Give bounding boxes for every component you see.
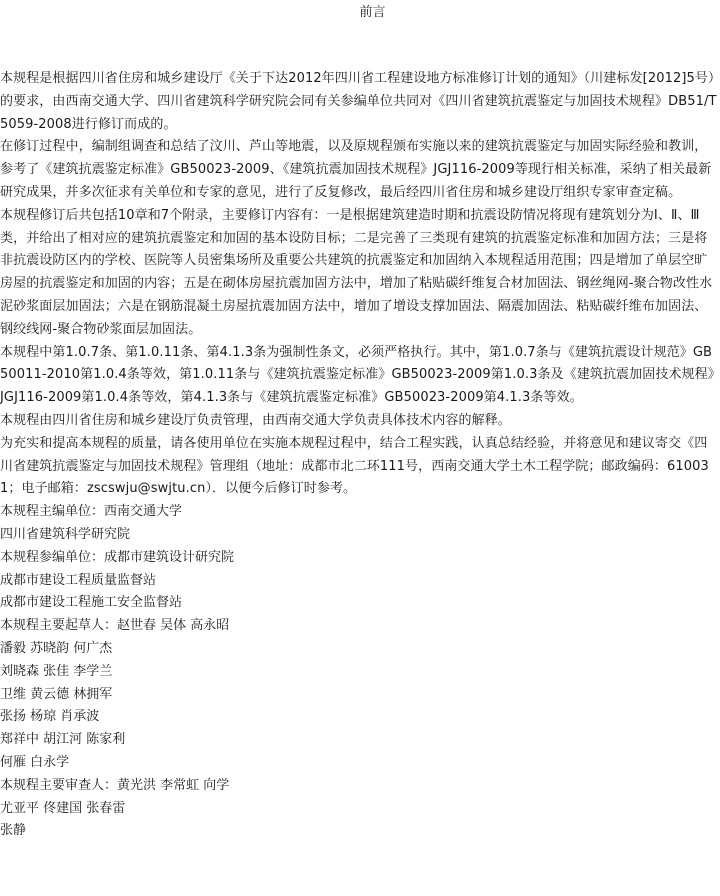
drafters-heading: 本规程主要起草人：赵世春 吴体 高永昭 bbox=[0, 618, 230, 634]
paragraph-mandatory-clauses: 本规程中第1.0.7条、第1.0.11条、第4.1.3条为强制性条文，必须严格执行。其中，第1.0.7条与《建筑抗震设计规范》GB50011-2010第1.0.4条等效，第1.0.11条与《建筑抗震鉴定标准》GB50023-2009第1.0.3条及《建筑抗震加固技术规程》JGJ116-2009第1.0.4条等效，第4.1.3条与《建筑抗震鉴定标准》GB50023-2009第4.1.3条等效。 bbox=[0, 344, 715, 406]
participating-unit-2: 成都市建设工程质量监督站 bbox=[0, 572, 157, 588]
paragraph-basis: 本规程是根据四川省住房和城乡建设厅《关于下达2012年四川省工程建设地方标准修订计划的通知》（川建标发[2012]5号）的要求，由西南交通大学、四川省建筑科学研究院会同有关参编单位共同对《四川省建筑抗震鉴定与加固技术规程》DB51/T5059-2008进行修订而成的。 bbox=[0, 71, 717, 132]
document-body bbox=[0, 68, 718, 843]
reviewers-heading: 本规程主要审查人：黄光洪 李常虹 向学 bbox=[0, 777, 230, 793]
drafters-line: 郑祥中 胡江河 陈家利 bbox=[0, 732, 126, 748]
paragraph-revision-process: 在修订过程中，编制组调查和总结了汶川、芦山等地震，以及原规程颁布实施以来的建筑抗震鉴定与加固实际经验和教训，参考了《建筑抗震鉴定标准》GB50023-2009、《建筑抗震加固技术规程》JGJ116-2009等现行相关标准，采纳了相关最新研究成果，并多次征求有关单位和专家的意见，进行了反复修改，最后经四川省住房和城乡建设厅组织专家审查定稿。 bbox=[0, 139, 712, 200]
paragraph-management: 本规程由四川省住房和城乡建设厅负责管理，由西南交通大学负责具体技术内容的解释。 bbox=[0, 412, 511, 428]
reviewers-line: 张静 bbox=[0, 823, 27, 839]
participating-unit: 本规程参编单位：成都市建筑设计研究院 bbox=[0, 549, 235, 565]
page-title: 前言 bbox=[359, 5, 386, 20]
drafters-line: 张扬 杨琼 肖承波 bbox=[0, 709, 100, 725]
participating-unit-3: 成都市建设工程施工安全监督站 bbox=[0, 595, 183, 611]
paragraph-feedback: 为充实和提高本规程的质量，请各使用单位在实施本规程过程中，结合工程实践，认真总结经验，并将意见和建议寄交《四川省建筑抗震鉴定与加固技术规程》管理组（地址：成都市北二环111号，西南交通大学土木工程学院；邮政编码：610031；电子邮箱：zscswju@swjtu.cn）．以便今后修订时参考。 bbox=[0, 435, 709, 497]
paragraph-main-changes: 本规程修订后共包括10章和7个附录，主要修订内容有：一是根据建筑建造时期和抗震设防情况将现有建筑划分为Ⅰ、Ⅱ、Ⅲ类，并给出了相对应的建筑抗震鉴定和加固的基本设防目标；二是完善了三类现有建筑的抗震鉴定标准和加固方法；三是将非抗震设防区内的学校、医院等人员密集场所及重要公共建筑的抗震鉴定和加固纳入本规程适用范围；四是增加了单层空旷房屋的抗震鉴定和加固的内容；五是在砌体房屋抗震加固方法中，增加了粘贴碳纤维复合材加固法、钢丝绳网-聚合物改性水泥砂浆面层加固法；六是在钢筋混凝土房屋抗震加固方法中，增加了增设支撑加固法、隔震加固法、粘贴碳纤维布加固法、钢绞线网-聚合物砂浆面层加固法。 bbox=[0, 207, 713, 337]
reviewers-line: 尤亚平 佟建国 张春雷 bbox=[0, 800, 126, 816]
drafters-line: 何雁 白永学 bbox=[0, 754, 70, 770]
drafters-line: 刘晓森 张佳 李学兰 bbox=[0, 663, 113, 679]
chief-editor-unit: 本规程主编单位：西南交通大学 bbox=[0, 504, 183, 520]
drafters-line: 卫维 黄云德 林拥军 bbox=[0, 686, 113, 702]
chief-editor-unit-2: 四川省建筑科学研究院 bbox=[0, 526, 131, 542]
drafters-line: 潘毅 苏晓韵 何广杰 bbox=[0, 640, 113, 656]
